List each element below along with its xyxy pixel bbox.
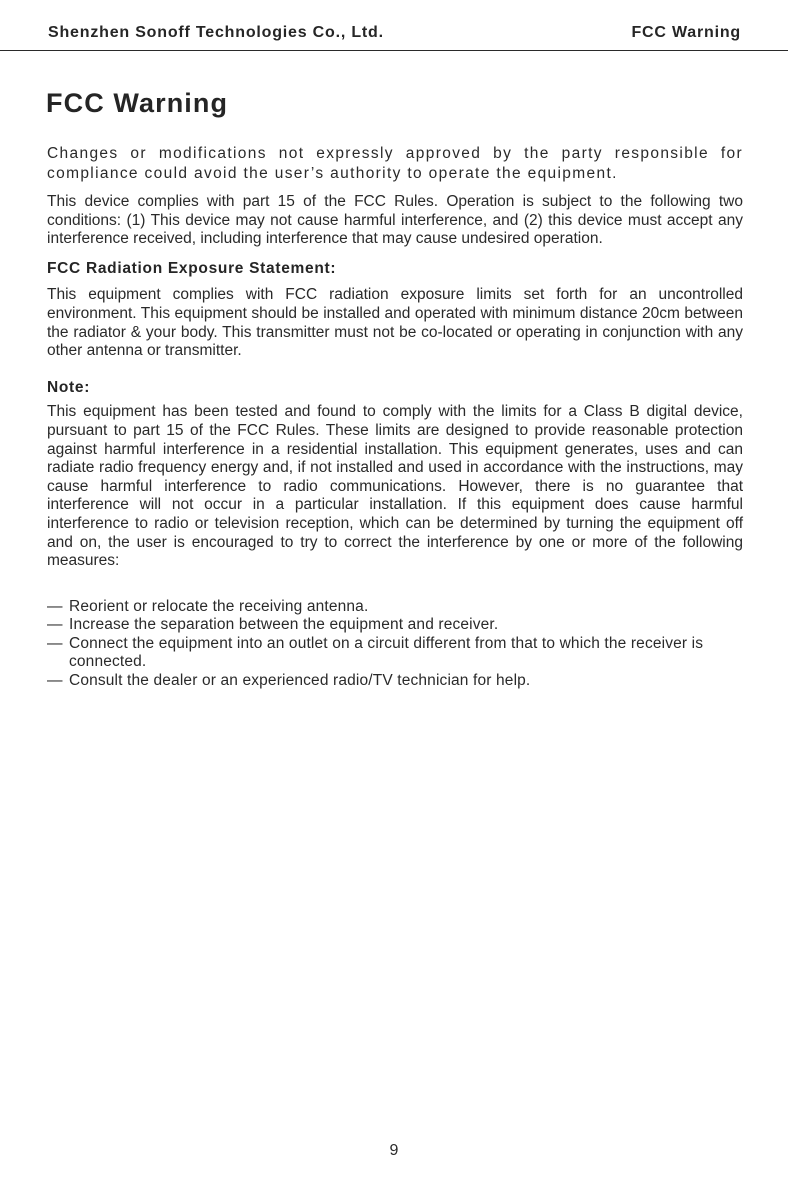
measure-text: Reorient or relocate the receiving antenna. (69, 597, 369, 615)
measure-text: Increase the separation between the equipment and receiver. (69, 616, 499, 634)
dash-bullet: — (47, 634, 63, 652)
list-item (47, 616, 743, 635)
measures-list (47, 598, 743, 691)
section-name: FCC Warning (631, 24, 741, 41)
measure-text: Connect the equipment into an outlet on a circuit different from that to which the receiver is connected. (69, 634, 704, 671)
page-number: 9 (389, 1142, 399, 1159)
dash-bullet: — (47, 597, 63, 615)
note-heading: Note: (47, 378, 91, 396)
company-name: Shenzhen Sonoff Technologies Co., Ltd. (48, 24, 384, 41)
radiation-paragraph: This equipment complies with FCC radiation exposure limits set forth for an uncontrolled environment. This equipment should be installed and operated with minimum distance 20cm between the radiator & your body. This transmitter must not be co-located or operating in conjunction with any other antenna or transmitter. (47, 286, 743, 360)
dash-bullet: — (47, 616, 63, 634)
document-body (47, 144, 743, 691)
list-item (47, 598, 743, 617)
dash-bullet: — (47, 672, 63, 690)
note-paragraph: This equipment has been tested and found to comply with the limits for a Class B digital device, pursuant to part 15 of the FCC Rules. These limits are designed to provide reasonable protection against harmful interference in a residential installation. This equipment generates, uses and can radiate radio frequency energy and, if not installed and used in accordance with the instructions, may cause harmful interference to radio communications. However, there is no guarantee that interference will not occur in a particular installation. If this equipment does cause harmful interference to radio or television reception, which can be determined by turning the equipment off and on, the user is encouraged to try to correct the interference by one or more of the following measures: (47, 403, 743, 570)
page-header (0, 0, 788, 51)
changes-paragraph: Changes or modifications not expressly approved by the party responsible for compliance could avoid the user’s authority to operate the equipment. (47, 145, 743, 182)
compliance-paragraph: This device complies with part 15 of the FCC Rules. Operation is subject to the following two conditions: (1) This device may not cause harmful interference, and (2) this device must accept any interference received, including interference that may cause undesired operation. (47, 193, 743, 248)
list-item (47, 672, 743, 691)
radiation-heading: FCC Radiation Exposure Statement: (47, 259, 337, 277)
list-item (47, 635, 743, 672)
measure-text: Consult the dealer or an experienced radio/TV technician for help. (69, 672, 531, 690)
page-title: FCC Warning (46, 88, 229, 118)
